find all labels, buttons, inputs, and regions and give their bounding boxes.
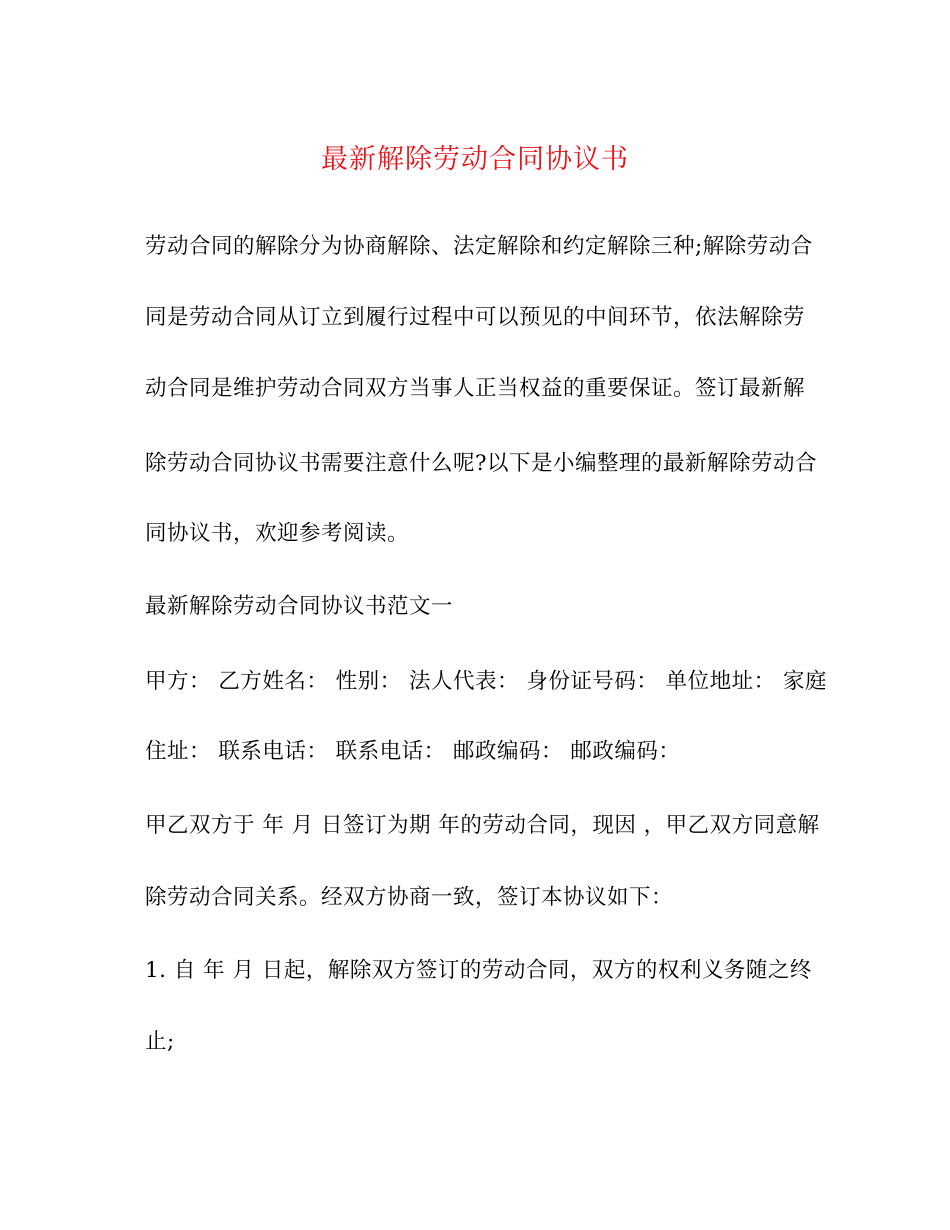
intro-line-1: 劳动合同的解除分为协商解除、法定解除和约定解除三种;解除劳动合 xyxy=(145,234,813,259)
intro-line-3: 动合同是维护劳动合同双方当事人正当权益的重要保证。签订最新解 xyxy=(145,376,806,401)
parties-line-2: 住址： 联系电话： 联系电话： 邮政编码： 邮政编码： xyxy=(145,739,681,764)
intro-line-4: 除劳动合同协议书需要注意什么呢?以下是小编整理的最新解除劳动合 xyxy=(145,451,818,476)
agreement-line-1: 甲乙双方于 年 月 日签订为期 年的劳动合同，现因 ，甲乙双方同意解 xyxy=(145,813,820,838)
intro-line-5: 同协议书，欢迎参考阅读。 xyxy=(145,521,410,546)
intro-line-2: 同是劳动合同从订立到履行过程中可以预见的中间环节，依法解除劳 xyxy=(145,305,806,330)
parties-line-1: 甲方： 乙方姓名： 性别： 法人代表： 身份证号码： 单位地址： 家庭 xyxy=(145,669,828,694)
agreement-line-2: 除劳动合同关系。经双方协商一致，签订本协议如下： xyxy=(145,885,674,910)
section-heading: 最新解除劳动合同协议书范文一 xyxy=(145,594,454,619)
clause-1-line-2: 止; xyxy=(145,1029,175,1054)
document-title: 最新解除劳动合同协议书 xyxy=(321,144,629,175)
clause-1-line-1: 1. 自 年 月 日起，解除双方签订的劳动合同，双方的权利义务随之终 xyxy=(145,958,812,983)
